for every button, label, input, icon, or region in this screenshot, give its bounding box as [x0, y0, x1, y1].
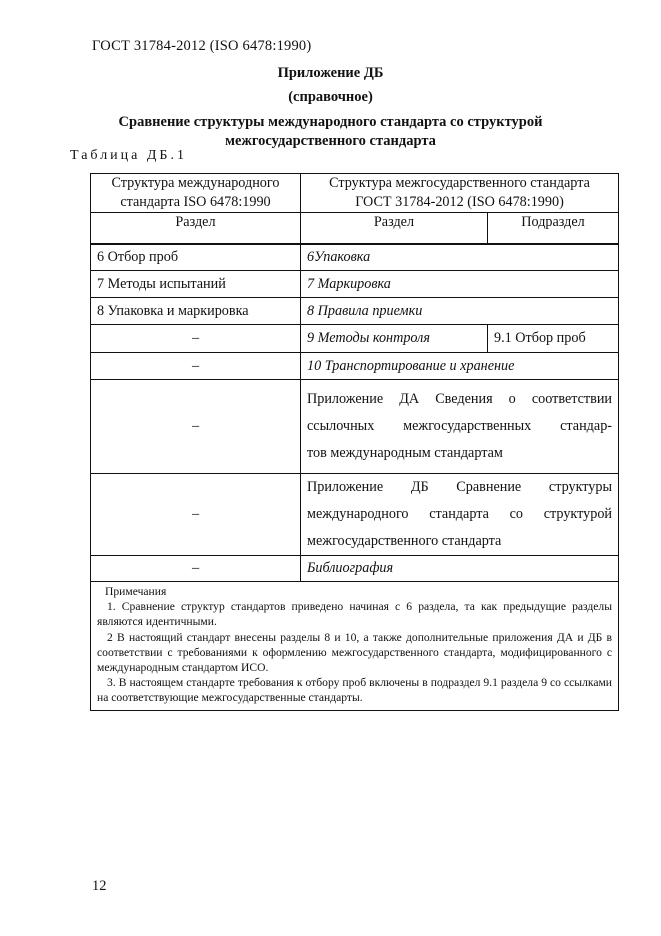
intl-cell: – [91, 325, 301, 353]
intl-cell: – [91, 380, 301, 474]
interstate-line: международного стандарта со структурой [307, 506, 613, 522]
intl-cell: 8 Упаковка и маркировка [91, 298, 301, 325]
intl-cell: – [91, 474, 301, 556]
interstate-cell: 6Упаковка [301, 244, 619, 271]
table-row [91, 325, 619, 353]
appendix-heading [0, 113, 661, 151]
note-item: 3. В настоящем стандарте требования к отбору проб включены в подраздел 9.1 раздела 9 со ссылками на соответствующие межгосударственные стандарты. [97, 676, 613, 705]
table-row [91, 271, 619, 298]
intl-cell: – [91, 353, 301, 380]
table-subheader-row [91, 213, 619, 244]
interstate-cell: 9 Методы контроля [301, 325, 488, 353]
notes-title: Примечания [105, 585, 167, 598]
intl-structure-header [91, 174, 301, 213]
appendix-title: Приложение ДБ [277, 65, 384, 81]
page-number: 12 [92, 878, 107, 894]
interstate-cell: Библиография [301, 556, 619, 582]
table-row [91, 556, 619, 582]
interstate-structure-header [301, 174, 619, 213]
interstate-line: Приложение ДА Сведения о соответствии [307, 391, 613, 407]
intl-section-header: Раздел [91, 213, 301, 244]
interstate-cell: 8 Правила приемки [301, 298, 619, 325]
note-item: 1. Сравнение структур стандартов приведено начиная с 6 раздела, та как предыдущие разделы являются идентичными. [97, 600, 613, 629]
intl-header-line-2: стандарта ISO 6478:1990 [120, 194, 271, 210]
intl-cell: 6 Отбор проб [91, 244, 301, 271]
table-row [91, 298, 619, 325]
notes-row [91, 582, 619, 711]
table-row [91, 244, 619, 271]
table-row [91, 353, 619, 380]
comparison-table [90, 173, 618, 711]
intl-header-line-1: Структура международного [111, 175, 280, 191]
interstate-line: тов международным стандартам [307, 445, 503, 461]
interstate-section-header: Раздел [301, 213, 488, 244]
table-caption: Таблица ДБ.1 [70, 148, 187, 163]
intl-cell: 7 Методы испытаний [91, 271, 301, 298]
interstate-cell [301, 474, 619, 556]
table-row [91, 380, 619, 474]
interstate-line: межгосударственного стандарта [307, 533, 502, 549]
appendix-heading-line-1: Сравнение структуры международного стандарта со структурой [118, 114, 543, 130]
note-item: 2 В настоящий стандарт внесены разделы 8 и 10, а также дополнительные приложения ДА и ДБ в соответствии с требованиями к оформлению межгосударственного стандарта, модифицированного с международным стандартом ИСО. [97, 630, 613, 675]
interstate-cell: 7 Маркировка [301, 271, 619, 298]
table-row [91, 474, 619, 556]
subsection-cell: 9.1 Отбор проб [488, 325, 619, 353]
document-header: ГОСТ 31784-2012 (ISO 6478:1990) [92, 38, 312, 54]
table-notes [91, 582, 619, 711]
interstate-cell [301, 380, 619, 474]
interstate-line: ссылочных межгосударственных стандар- [307, 418, 613, 434]
table-header-row [91, 174, 619, 213]
interstate-header-line-2: ГОСТ 31784-2012 (ISO 6478:1990) [355, 194, 564, 210]
appendix-status: (справочное) [288, 89, 373, 105]
intl-cell: – [91, 556, 301, 582]
interstate-cell: 10 Транспортирование и хранение [301, 353, 619, 380]
interstate-subsection-header: Подраздел [488, 213, 619, 244]
appendix-heading-line-2: межгосударственного стандарта [225, 133, 436, 149]
interstate-line: Приложение ДБ Сравнение структуры [307, 479, 613, 495]
interstate-header-line-1: Структура межгосударственного стандарта [329, 175, 590, 191]
